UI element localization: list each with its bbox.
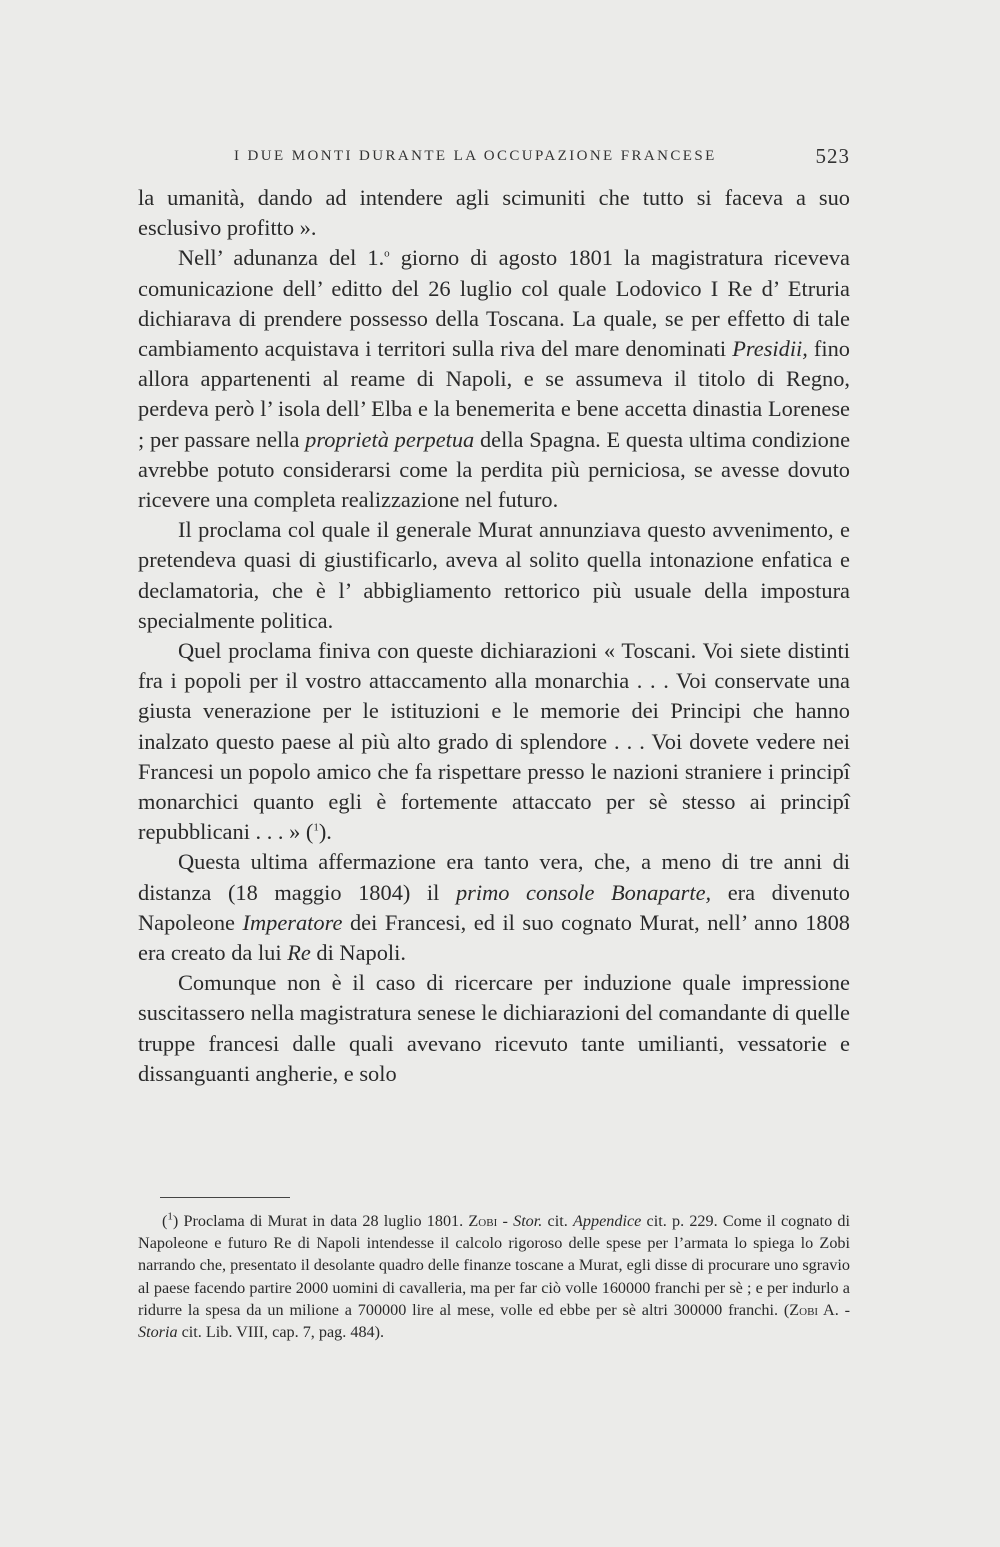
running-title: I DUE MONTI DURANTE LA OCCUPAZIONE FRANCESE: [234, 148, 717, 164]
page-number: 523: [815, 144, 850, 168]
paragraph-text: della Spagna. E questa ultima condizione avrebbe potuto considerarsi come la perdita più perniciosa, se avesse dovuto ricevere una completa realizzazione nel futuro.: [138, 426, 851, 513]
paragraph-text: Comunque non è il caso di ricercare per induzione quale impressione suscitassero nella magistratura senese le dichiarazioni del comandante di quelle truppe francesi dalle quali avevano ricevuto tante umilianti, vessatorie e dissanguanti angherie, e solo: [138, 970, 850, 1086]
author-name: Zobi: [468, 1212, 498, 1230]
paragraph-3: [138, 515, 850, 636]
running-head: [138, 144, 850, 174]
italic-term: Presidii,: [732, 336, 808, 362]
footnote-text: A. -: [818, 1300, 850, 1319]
paragraph-6: [138, 968, 850, 1089]
italic-title: Storia: [138, 1323, 178, 1342]
footnote-text: cit. Lib. VIII, cap. 7, pag. 484).: [177, 1323, 385, 1342]
paragraph-text: Questa ultima affermazione era tanto vera, che, a meno di tre anni di distanza (18 maggio 1804) il: [138, 849, 850, 905]
paragraph-text: Quel proclama finiva con queste dichiarazioni « Toscani. Voi siete distinti fra i popoli per il vostro attaccamento alla monarchia . . . Voi conservate una giusta venerazione per le istituzioni e le memorie dei Principi che hanno inalzato questo paese al più alto grado di splendore . . . Voi dovete vedere nei Francesi un popolo amico che fa rispettare presso le nazioni straniere i principî monarchici quanto egli è fortemente attaccato per sè stesso ai principî repubblicani . . . » (: [138, 638, 850, 845]
paragraph-5: [138, 847, 850, 968]
footnotes: [138, 1210, 850, 1343]
paragraph-text: era divenuto Napoleone: [138, 879, 850, 935]
ordinal-superscript: o: [384, 247, 390, 260]
footnote-text: cit. p. 229. Come il cognato di Napoleone e futuro Re di Napoli intendesse il calcolo rigoroso delle spese per l’armata lo spiega lo Zobi narrando che, presentato il desolante quadro delle finanze toscane a Murat, egli disse di procurare uno sgravio al paese facendo partire 2000 uomini di cavalleria, ma per far ciò volle 160000 franchi per sè ; e per indurlo a ridurre la spesa da un milione a 700000 lire al mese, volle ed ebbe per sè altri 300000 franchi. (: [138, 1212, 851, 1319]
italic-term: proprietà perpetua: [305, 426, 475, 452]
footnote-mark: 1: [167, 1210, 173, 1223]
italic-term: primo console Bonaparte,: [455, 879, 712, 905]
paragraph-text: dei Francesi, ed il suo cognato Murat, nell’ anno 1808 era creato da lui: [138, 909, 850, 966]
footnote-divider: [160, 1197, 290, 1198]
paragraph-text: Il proclama col quale il generale Murat annunziava questo avvenimento, e pretendeva quasi di giustificarlo, aveva al solito quella intonazione enfatica e declamatoria, che è l’ abbigliamento rettorico più usuale della impostura specialmente politica.: [138, 517, 850, 633]
italic-term: Imperatore: [242, 909, 343, 935]
author-name: Zobi: [789, 1300, 819, 1319]
italic-title: Stor.: [513, 1212, 543, 1230]
paragraph-text: la umanità, dando ad intendere agli scimuniti che tutto si faceva a suo esclusivo profitto ».: [138, 185, 850, 241]
paragraph-text: Nell’ adunanza del 1.: [178, 245, 385, 271]
paragraph-text: giorno di agosto 1801 la magistratura riceveva comunicazione dell’ editto del 26 luglio col quale Lodovico I Re d’ Etruria dichiarava di prendere possesso della Toscana. La quale, se per effetto di tale cambiamento acquistava i territori sulla riva del mare denominati: [138, 245, 850, 362]
footnote-text: -: [497, 1212, 514, 1230]
paragraph-1: [138, 183, 850, 243]
paragraph-text: ).: [318, 819, 332, 845]
footnote-1: ($^1$) Proclama di Murat in data 28 luglio 1801. Zobi - Stor. cit. Appendice cit. p. 229. Come il cognato di Napoleone e futuro Re di Napoli intendesse il calcolo rigoroso delle spese per l’armata lo spiega lo Zobi narrando che, presentato il desolante quadro delle finanze toscane a Murat, egli disse di procurare uno sgravio al paese facendo partire 2000 uomini di cavalleria, ma per far ciò volle 160000 franchi per sè ; e per indurlo a ridurre la spesa da un milione a 700000 lire al mese, volle ed ebbe per sè altri 300000 franchi. (Zobi A. - Storia cit. Lib. VIII, cap. 7, pag. 484).: [138, 1210, 851, 1342]
paragraph-text: fino allora appartenenti al reame di Napoli, e se assumeva il titolo di Regno, perdeva però l’ isola dell’ Elba e la benemerita e bene accetta dinastia Lorenese ; per passare nella: [138, 336, 851, 452]
paragraph-text: di Napoli.: [310, 940, 406, 966]
footnote-text: cit.: [542, 1212, 573, 1230]
paragraph-4: [138, 636, 850, 847]
paragraph-2: [138, 243, 850, 515]
body-text: [138, 183, 850, 1089]
footnote-text: Proclama di Murat in data 28 luglio 1801.: [178, 1212, 469, 1230]
italic-term: Re: [287, 940, 311, 966]
footnote-reference[interactable]: 1: [313, 821, 319, 834]
italic-title: Appendice: [573, 1212, 642, 1230]
